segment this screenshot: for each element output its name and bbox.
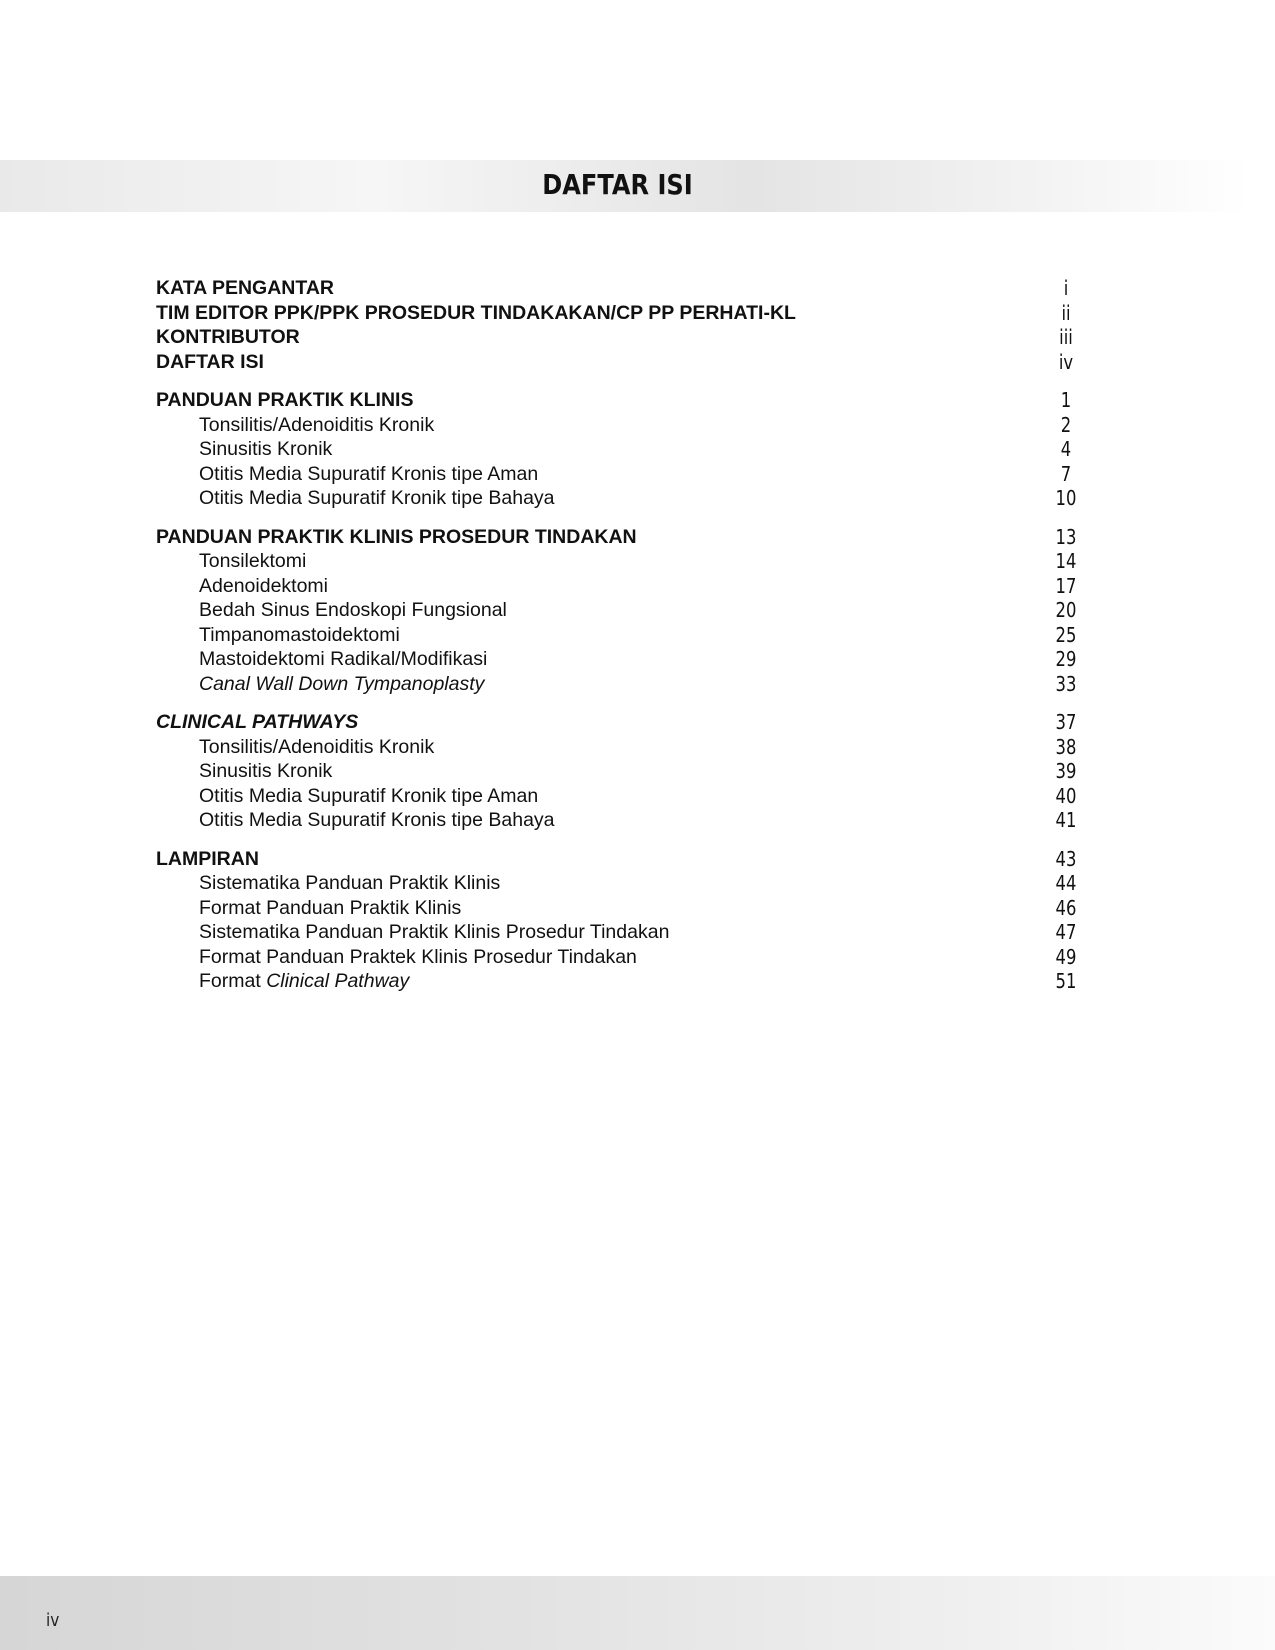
toc-entry[interactable] [156, 623, 1086, 648]
toc-entry[interactable] [156, 325, 1086, 350]
table-of-contents [156, 276, 1086, 1008]
toc-entry-label: Sinusitis Kronik [199, 438, 333, 460]
toc-entry[interactable] [156, 784, 1086, 809]
toc-entry-page: 25 [1055, 622, 1077, 647]
toc-section-heading[interactable] [156, 388, 1086, 413]
footer-page-number: iv [46, 1610, 60, 1631]
toc-entry[interactable] [156, 808, 1086, 833]
toc-entry-label: KATA PENGANTAR [156, 277, 335, 299]
toc-entry-label: Tonsilitis/Adenoiditis Kronik [199, 735, 435, 758]
toc-entry-page: 7 [1060, 461, 1072, 486]
toc-entry-page: 1 [1060, 388, 1072, 412]
toc-entry-page: ii [1061, 300, 1071, 325]
toc-entry-page: 43 [1055, 846, 1077, 871]
toc-entry[interactable] [156, 647, 1086, 672]
toc-heading-label: PANDUAN PRAKTIK KLINIS PROSEDUR TINDAKAN [156, 525, 637, 548]
toc-entry-label: Sistematika Panduan Praktik Klinis Prosedur Tindakan [199, 921, 670, 943]
toc-entry-page: i [1063, 276, 1069, 300]
toc-entry[interactable] [156, 920, 1086, 945]
toc-entry[interactable] [156, 462, 1086, 487]
toc-entry-page: 37 [1055, 710, 1077, 734]
toc-entry-page: iv [1058, 349, 1074, 374]
toc-section-heading[interactable] [156, 710, 1086, 735]
toc-entry[interactable] [156, 759, 1086, 784]
toc-entry-label: Canal Wall Down Tympanoplasty [199, 672, 485, 695]
toc-entry-page: 51 [1055, 969, 1077, 993]
toc-entry-label: Otitis Media Supuratif Kronik tipe Bahaya [199, 487, 555, 509]
toc-entry-label: Adenoidektomi [199, 574, 328, 597]
toc-entry-page: 38 [1055, 734, 1077, 759]
toc-entry-label: Otitis Media Supuratif Kronik tipe Aman [199, 784, 539, 807]
toc-entry[interactable] [156, 413, 1086, 438]
toc-entry[interactable] [156, 598, 1086, 623]
toc-entry-label: Tonsilitis/Adenoiditis Kronik [199, 413, 435, 436]
toc-entry-page: 44 [1055, 871, 1077, 895]
toc-entry-label [199, 969, 409, 994]
toc-entry-page: 33 [1055, 671, 1077, 696]
toc-section-lampiran [156, 847, 1086, 994]
toc-entry[interactable] [156, 574, 1086, 599]
toc-entry[interactable] [156, 871, 1086, 896]
toc-front-matter [156, 276, 1086, 374]
toc-entry[interactable] [156, 301, 1086, 326]
toc-entry-label-italic: Clinical Pathway [266, 970, 410, 992]
toc-section-prosedur-tindakan [156, 525, 1086, 697]
toc-entry[interactable] [156, 350, 1086, 375]
toc-entry[interactable] [156, 276, 1086, 301]
toc-entry[interactable] [156, 486, 1086, 511]
toc-entry[interactable] [156, 945, 1086, 970]
toc-entry-label: Tonsilektomi [199, 550, 307, 572]
toc-entry-label: Bedah Sinus Endoskopi Fungsional [199, 599, 507, 621]
toc-entry-page: 39 [1055, 759, 1077, 783]
toc-entry-label: Mastoidektomi Radikal/Modifikasi [199, 648, 488, 670]
toc-entry[interactable] [156, 896, 1086, 921]
toc-entry[interactable] [156, 437, 1086, 462]
toc-section-heading[interactable] [156, 525, 1086, 550]
toc-heading-label: LAMPIRAN [156, 847, 259, 870]
toc-entry-page: 29 [1055, 647, 1077, 671]
toc-entry-page: 17 [1055, 573, 1077, 598]
toc-heading-label: PANDUAN PRAKTIK KLINIS [156, 389, 414, 411]
toc-entry[interactable] [156, 672, 1086, 697]
toc-entry-page: 20 [1055, 598, 1077, 622]
toc-entry-page: 4 [1060, 437, 1072, 461]
toc-entry-page: 10 [1055, 486, 1077, 510]
toc-entry-page: 47 [1055, 920, 1077, 944]
toc-entry-label: Sinusitis Kronik [199, 760, 333, 782]
toc-entry-label: Otitis Media Supuratif Kronis tipe Aman [199, 462, 539, 485]
toc-entry-page: 49 [1055, 944, 1077, 969]
toc-entry-label-prefix: Format [199, 970, 267, 992]
toc-entry-page: 14 [1055, 549, 1077, 573]
toc-section-clinical-pathways [156, 710, 1086, 833]
toc-entry[interactable] [156, 549, 1086, 574]
toc-entry-label: Sistematika Panduan Praktik Klinis [199, 872, 501, 894]
toc-heading-label: CLINICAL PATHWAYS [156, 711, 359, 733]
toc-entry-label: Format Panduan Praktek Klinis Prosedur Tindakan [199, 945, 637, 968]
toc-entry-page: iii [1059, 325, 1073, 349]
toc-entry-page: 2 [1060, 412, 1072, 437]
toc-entry-label: Otitis Media Supuratif Kronis tipe Bahaya [199, 809, 555, 831]
toc-entry[interactable] [156, 735, 1086, 760]
toc-entry-label: KONTRIBUTOR [156, 326, 300, 348]
toc-entry[interactable] [156, 969, 1086, 994]
toc-entry-label: DAFTAR ISI [156, 350, 264, 373]
toc-entry-label: Timpanomastoidektomi [199, 623, 400, 646]
toc-entry-label: Format Panduan Praktik Klinis [199, 896, 462, 919]
toc-entry-page: 41 [1055, 808, 1077, 832]
toc-entry-label: TIM EDITOR PPK/PPK PROSEDUR TINDAKAKAN/CP PP PERHATI-KL [156, 301, 796, 324]
footer-band [0, 1576, 1275, 1650]
toc-entry-page: 13 [1055, 524, 1077, 549]
toc-entry-page: 40 [1055, 783, 1077, 808]
toc-entry-page: 46 [1055, 895, 1077, 920]
page-title: DAFTAR ISI [542, 168, 693, 201]
toc-section-heading[interactable] [156, 847, 1086, 872]
toc-section-panduan-praktik-klinis [156, 388, 1086, 511]
